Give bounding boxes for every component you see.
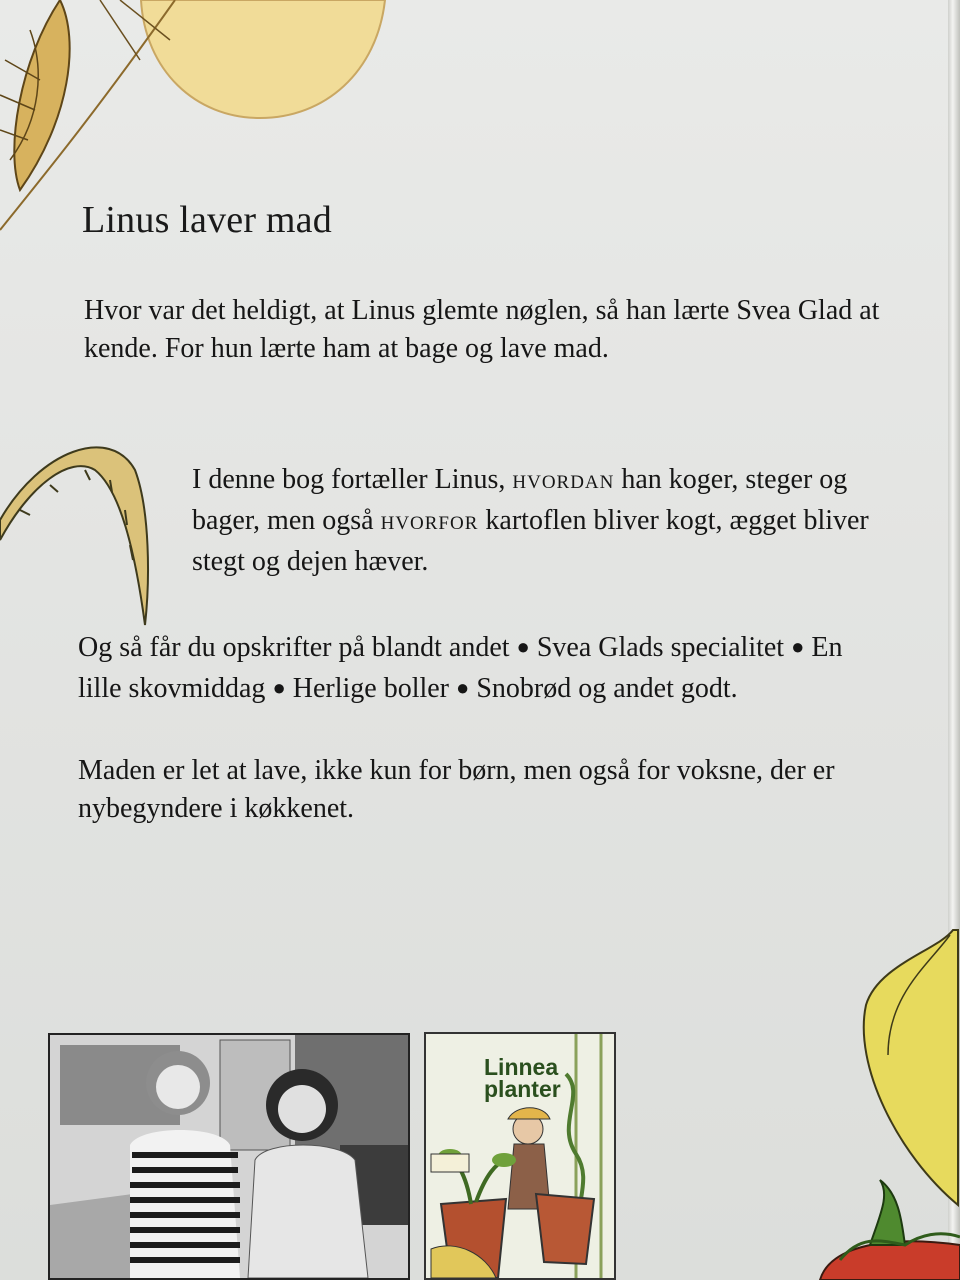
recipe-item: Herlige boller: [292, 673, 450, 704]
wheat-leaf-illustration: [0, 430, 160, 630]
bullet-icon: ●: [516, 634, 530, 659]
intro-paragraph: Hvor var det heldigt, at Linus glemte nøglen, så han lærte Svea Glad at kende. For hun lærte ham at bage og lave mad.: [84, 295, 880, 364]
related-book-title: [484, 1056, 561, 1100]
bullet-icon: ●: [272, 675, 286, 700]
lemon-illustration: [858, 925, 960, 1215]
emphasis-hvordan: HVORDAN: [512, 472, 615, 493]
bullet-icon: ●: [791, 634, 805, 659]
recipe-item: En lille skovmiddag: [78, 632, 843, 704]
book-title: Linus laver mad: [82, 199, 332, 241]
description-text-3: kartoflen bliver kogt, ægget bliver stegt og dejen hæver.: [192, 505, 869, 577]
related-book-cover: [424, 1032, 616, 1280]
recipe-item: Svea Glads specialitet: [536, 632, 785, 663]
emphasis-hvorfor: HVORFOR: [380, 513, 479, 534]
author-photo-illustration: [50, 1035, 408, 1278]
closing-paragraph: Maden er let at lave, ikke kun for børn, men også for voksne, der er nybegyndere i køkkenet.: [78, 755, 835, 824]
tomato-illustration: [810, 1175, 960, 1280]
related-book-title-line-2: planter: [484, 1076, 561, 1102]
author-photo: [48, 1033, 410, 1280]
description-text-2: han koger, steger og bager, men også: [192, 464, 848, 536]
description-text-1: I denne bog fortæller Linus,: [192, 464, 513, 495]
bullet-icon: ●: [456, 675, 470, 700]
recipes-lead: Og så får du opskrifter på blandt andet: [78, 632, 510, 663]
recipe-item: Snobrød og andet godt.: [476, 673, 738, 704]
recipes-paragraph: [78, 628, 878, 710]
related-book-title-line-1: Linnea: [484, 1054, 559, 1080]
description-paragraph: [192, 461, 912, 581]
